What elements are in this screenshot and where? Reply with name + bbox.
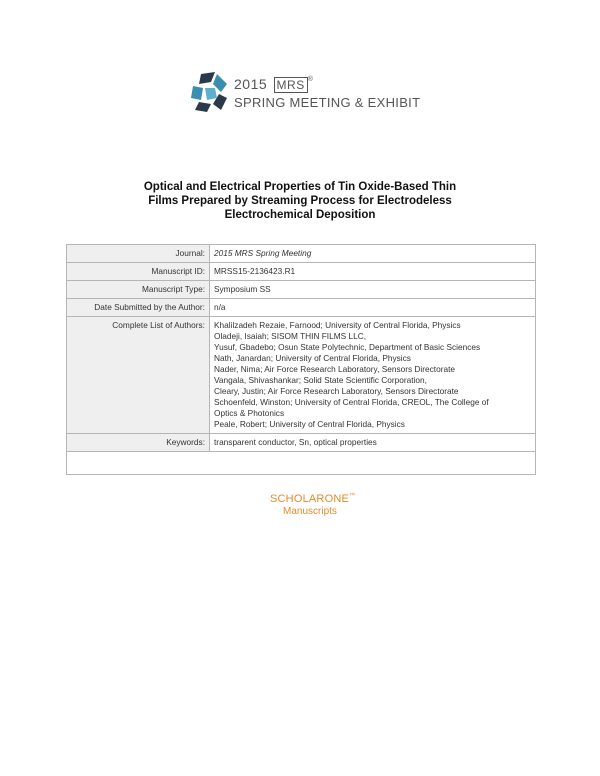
logo-year: 2015 — [234, 76, 268, 92]
author-line: Yusuf, Gbadebo; Osun State Polytechnic, Department of Basic Sciences — [214, 342, 481, 352]
keywords-label: Keywords: — [67, 434, 210, 452]
title-line-2: Films Prepared by Streaming Process for Electrodeless — [148, 195, 452, 207]
logo-org: MRS — [274, 77, 308, 93]
row-manuscript-type — [67, 281, 536, 299]
empty-cell — [67, 452, 536, 475]
manuscript-id-label: Manuscript ID: — [67, 263, 210, 281]
mrs-logo — [191, 72, 421, 114]
author-line: Cleary, Justin; Air Force Research Laboratory, Sensors Directorate — [214, 386, 459, 396]
row-keywords — [67, 434, 536, 452]
row-authors — [67, 317, 536, 434]
manuscript-type-label: Manuscript Type: — [67, 281, 210, 299]
title-line-1: Optical and Electrical Properties of Tin Oxide-Based Thin — [143, 181, 457, 193]
authors-value — [210, 317, 536, 434]
scholarone-brand — [270, 493, 355, 505]
journal-value: 2015 MRS Spring Meeting — [210, 245, 536, 263]
journal-label: Journal: — [67, 245, 210, 263]
authors-label: Complete List of Authors: — [67, 317, 210, 434]
row-journal — [67, 245, 536, 263]
scholarone-product: Manuscripts — [283, 506, 337, 517]
manuscript-id-value: MRSS15-2136423.R1 — [210, 263, 536, 281]
author-line: Vangala, Shivashankar; Solid State Scientific Corporation, — [214, 375, 427, 385]
row-date-submitted — [67, 299, 536, 317]
author-line: Peale, Robert; University of Central Florida, Physics — [214, 419, 405, 429]
author-line: Schoenfeld, Winston; University of Central Florida, CREOL, The College of — [214, 397, 489, 407]
mrs-logo-icon — [191, 72, 229, 112]
keywords-value: transparent conductor, Sn, optical properties — [210, 434, 536, 452]
author-line: Nath, Janardan; University of Central Florida, Physics — [214, 353, 411, 363]
date-submitted-label: Date Submitted by the Author: — [67, 299, 210, 317]
row-empty — [67, 452, 536, 475]
date-submitted-value: n/a — [210, 299, 536, 317]
title-line-3: Electrochemical Deposition — [224, 209, 376, 221]
author-line: Khalilzadeh Rezaie, Farnood; University of Central Florida, Physics — [214, 320, 461, 330]
logo-year-line — [234, 76, 313, 92]
logo-subtitle: SPRING MEETING & EXHIBIT — [234, 95, 421, 110]
author-line: Nader, Nima; Air Force Research Laboratory, Sensors Directorate — [214, 364, 456, 374]
paper-title — [100, 180, 500, 222]
scholarone-text: SCHOLARONE — [270, 493, 350, 505]
manuscript-info-table — [66, 244, 536, 475]
author-line: Oladeji, Isaiah; SISOM THIN FILMS LLC, — [214, 331, 367, 341]
row-manuscript-id — [67, 263, 536, 281]
scholarone-tm: ™ — [349, 493, 356, 499]
author-line: Optics & Photonics — [214, 408, 285, 418]
manuscript-type-value: Symposium SS — [210, 281, 536, 299]
logo-registered: ® — [307, 76, 314, 83]
